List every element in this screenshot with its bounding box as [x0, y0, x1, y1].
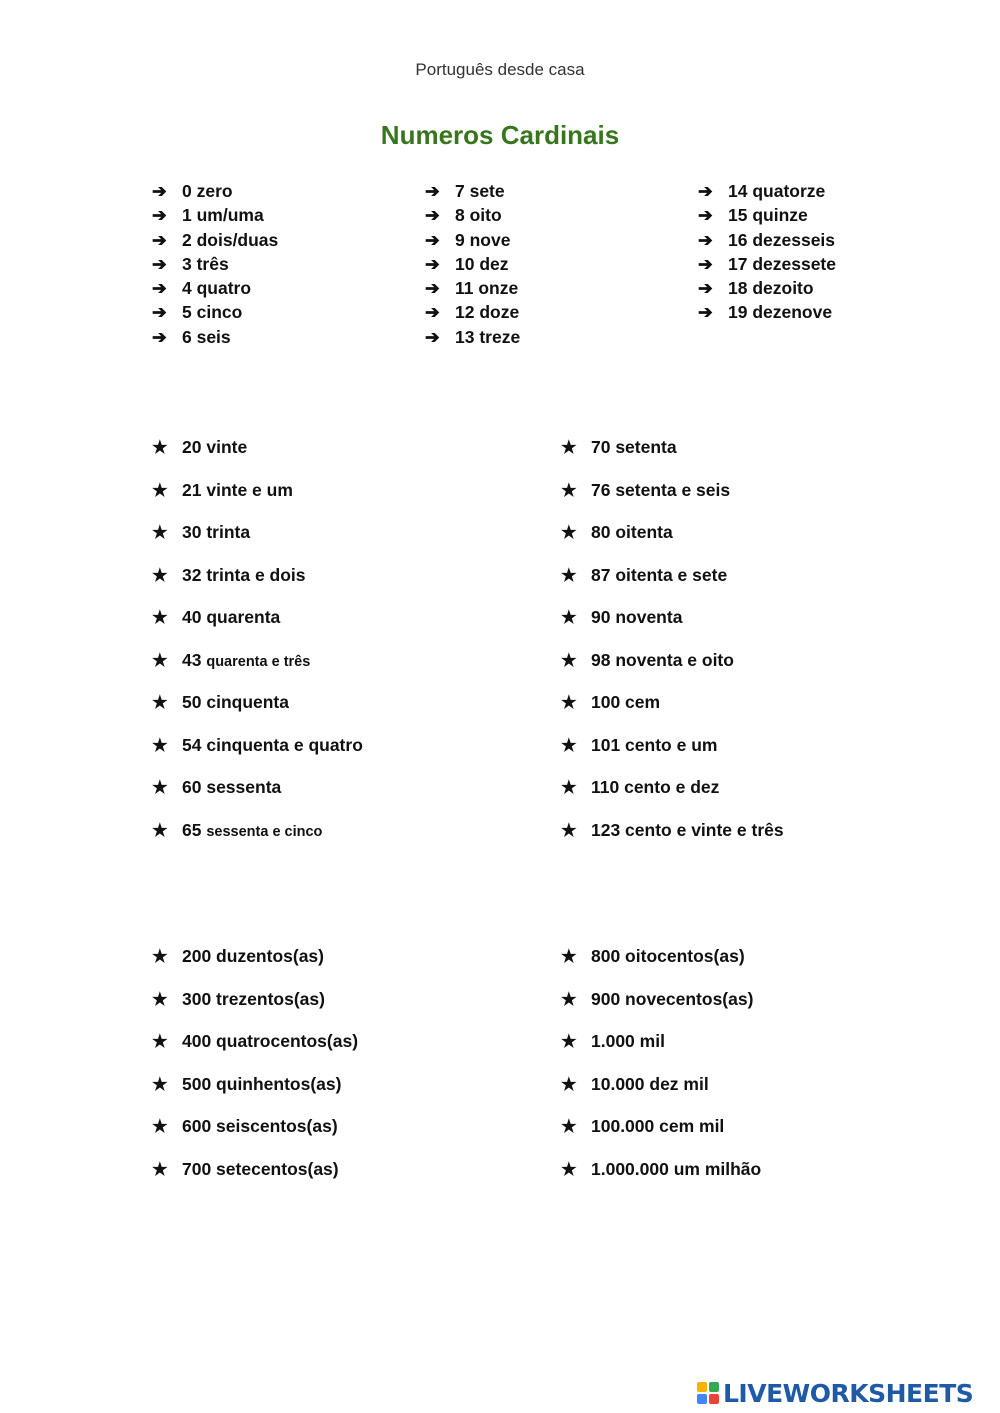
star-icon: ★: [152, 692, 168, 712]
list-item: [152, 1072, 358, 1115]
number-word: 17 dezessete: [728, 253, 836, 274]
list-item: [152, 690, 363, 733]
number-word: 76 setenta e seis: [591, 479, 731, 500]
number-word: 4 quatro: [182, 278, 252, 299]
star-icon: ★: [152, 564, 168, 585]
list-item: [561, 1029, 761, 1072]
number-word: 110 cento e dez: [591, 777, 720, 797]
list-item: [561, 648, 784, 691]
list-item: [152, 435, 363, 478]
star-icon: ★: [152, 479, 168, 500]
number-word: 1.000 mil: [591, 1031, 665, 1051]
arrow-icon: ➔: [152, 181, 167, 201]
number-word: 100.000 cem mil: [591, 1116, 725, 1136]
number-word: 700 setecentos(as): [182, 1158, 339, 1179]
list-item: [561, 605, 784, 648]
number-digits: 21: [182, 479, 202, 500]
liveworksheets-logo: [697, 1378, 973, 1408]
list-item: [561, 733, 784, 776]
arrow-icon: ➔: [425, 205, 440, 226]
number-word: 12 doze: [455, 302, 520, 323]
number-word: 5 cinco: [182, 302, 243, 323]
numbers-70-123-list: [561, 435, 784, 860]
list-item: [152, 179, 278, 203]
number-word: 18 dezoito: [728, 278, 814, 299]
number-word: 200 duzentos(as): [182, 946, 324, 966]
list-item: [698, 300, 836, 324]
list-item: [698, 252, 836, 276]
number-word: sessenta: [206, 777, 282, 797]
list-item: [425, 300, 520, 324]
numbers-20-65-list: [152, 435, 363, 860]
list-item: [152, 944, 358, 987]
arrow-icon: ➔: [698, 278, 713, 299]
list-item: [698, 179, 836, 203]
star-icon: ★: [561, 564, 577, 585]
arrow-icon: ➔: [698, 253, 713, 274]
star-icon: ★: [152, 1116, 168, 1136]
arrow-icon: ➔: [425, 181, 440, 201]
numbers-14-19-list: [698, 179, 836, 325]
list-item: [152, 325, 278, 349]
number-word: cinquenta: [206, 692, 289, 712]
number-digits: 60: [182, 777, 202, 797]
list-item: [561, 1072, 761, 1115]
list-item: [152, 1157, 358, 1200]
brand-name: LIVEWORKSHEETS: [723, 1378, 974, 1408]
number-word: 0 zero: [182, 181, 233, 201]
number-word: 600 seiscentos(as): [182, 1116, 338, 1136]
arrow-icon: ➔: [425, 229, 440, 250]
star-icon: ★: [152, 522, 168, 542]
list-item: [152, 520, 363, 563]
list-item: [152, 1114, 358, 1157]
number-word: 900 novecentos(as): [591, 988, 754, 1009]
star-icon: ★: [561, 734, 577, 755]
number-word: 87 oitenta e sete: [591, 564, 728, 585]
number-word: quarenta: [206, 607, 281, 627]
list-item: [152, 276, 278, 300]
page-title: Numeros Cardinais: [380, 120, 620, 150]
number-word: 15 quinze: [728, 205, 808, 226]
number-word: 2 dois/duas: [182, 229, 279, 250]
number-word: 10 dez: [455, 253, 509, 274]
list-item: [425, 179, 520, 203]
number-word: trinta: [206, 522, 251, 542]
list-item: [425, 203, 520, 227]
star-icon: ★: [561, 1031, 577, 1051]
number-word: 10.000 dez mil: [591, 1073, 709, 1094]
arrow-icon: ➔: [152, 229, 167, 250]
number-word: cinquenta e quatro: [206, 734, 363, 755]
star-icon: ★: [152, 1158, 168, 1179]
arrow-icon: ➔: [152, 302, 167, 323]
number-digits: 32: [182, 564, 202, 585]
number-word: 400 quatrocentos(as): [182, 1031, 359, 1051]
number-word: 6 seis: [182, 326, 231, 347]
star-icon: ★: [561, 649, 577, 670]
star-icon: ★: [152, 946, 168, 966]
list-item: [425, 325, 520, 349]
list-item: [561, 818, 784, 861]
number-word: 7 sete: [455, 181, 505, 201]
list-item: [561, 944, 761, 987]
star-icon: ★: [561, 522, 577, 542]
number-digits: 40: [182, 607, 202, 627]
arrow-icon: ➔: [152, 205, 167, 226]
star-icon: ★: [152, 1073, 168, 1094]
list-item: [152, 605, 363, 648]
arrow-icon: ➔: [698, 205, 713, 226]
number-word: 8 oito: [455, 205, 502, 226]
number-word: 9 nove: [455, 229, 511, 250]
number-word: vinte: [206, 437, 248, 457]
arrow-icon: ➔: [425, 253, 440, 274]
list-item: [698, 228, 836, 252]
number-word: vinte e um: [206, 479, 293, 500]
arrow-icon: ➔: [425, 302, 440, 323]
star-icon: ★: [152, 734, 168, 755]
star-icon: ★: [561, 1073, 577, 1094]
arrow-icon: ➔: [152, 253, 167, 274]
number-word: 90 noventa: [591, 607, 683, 627]
numbers-0-6-list: [152, 179, 278, 349]
star-icon: ★: [561, 1158, 577, 1179]
number-word: 70 setenta: [591, 437, 677, 457]
star-icon: ★: [152, 607, 168, 627]
numbers-7-13-list: [425, 179, 520, 349]
logo-tile: [697, 1382, 707, 1392]
arrow-icon: ➔: [152, 278, 167, 299]
star-icon: ★: [561, 437, 577, 457]
number-word: 300 trezentos(as): [182, 988, 325, 1009]
list-item: [698, 203, 836, 227]
list-item: [425, 276, 520, 300]
number-digits: 54: [182, 734, 202, 755]
list-item: [561, 690, 784, 733]
list-item: [152, 300, 278, 324]
star-icon: ★: [152, 437, 168, 457]
logo-tile: [709, 1394, 719, 1404]
list-item: [152, 478, 363, 521]
number-word: 16 dezesseis: [728, 229, 836, 250]
star-icon: ★: [561, 946, 577, 966]
list-item: [425, 252, 520, 276]
arrow-icon: ➔: [698, 181, 713, 201]
star-icon: ★: [561, 692, 577, 712]
arrow-icon: ➔: [698, 302, 713, 323]
numbers-800-million-list: [561, 944, 761, 1199]
list-item: [561, 1157, 761, 1200]
star-icon: ★: [561, 819, 577, 840]
number-word: 1.000.000 um milhão: [591, 1158, 762, 1179]
number-word: 100 cem: [591, 692, 661, 712]
number-word: 123 cento e vinte e três: [591, 819, 784, 840]
arrow-icon: ➔: [425, 278, 440, 299]
number-word: quarenta e três: [206, 653, 311, 670]
star-icon: ★: [152, 1031, 168, 1051]
number-word: 98 noventa e oito: [591, 649, 734, 670]
list-item: [561, 520, 784, 563]
logo-tile: [697, 1394, 707, 1404]
star-icon: ★: [152, 988, 168, 1009]
list-item: [561, 1114, 761, 1157]
number-word: 3 três: [182, 253, 229, 274]
star-icon: ★: [561, 777, 577, 797]
number-word: trinta e dois: [206, 564, 306, 585]
number-word: sessenta e cinco: [206, 823, 323, 840]
list-item: [425, 228, 520, 252]
list-item: [561, 478, 784, 521]
page-header: Português desde casa: [415, 60, 585, 79]
star-icon: ★: [152, 649, 168, 670]
list-item: [152, 648, 363, 691]
arrow-icon: ➔: [698, 229, 713, 250]
list-item: [698, 276, 836, 300]
number-word: 101 cento e um: [591, 734, 718, 755]
arrow-icon: ➔: [425, 326, 440, 347]
number-word: 80 oitenta: [591, 522, 673, 542]
list-item: [152, 228, 278, 252]
number-digits: 50: [182, 692, 202, 712]
number-word: 1 um/uma: [182, 205, 264, 226]
list-item: [561, 987, 761, 1030]
arrow-icon: ➔: [152, 326, 167, 347]
star-icon: ★: [561, 988, 577, 1009]
list-item: [152, 1029, 358, 1072]
star-icon: ★: [152, 777, 168, 797]
star-icon: ★: [561, 1116, 577, 1136]
numbers-200-700-list: [152, 944, 358, 1199]
list-item: [152, 252, 278, 276]
list-item: [152, 733, 363, 776]
number-digits: 30: [182, 522, 202, 542]
logo-icon: [697, 1382, 719, 1404]
number-word: 800 oitocentos(as): [591, 946, 745, 966]
number-digits: 20: [182, 437, 202, 457]
list-item: [561, 775, 784, 818]
list-item: [561, 435, 784, 478]
number-word: 500 quinhentos(as): [182, 1073, 342, 1094]
logo-tile: [709, 1382, 719, 1392]
number-word: 13 treze: [455, 326, 521, 347]
number-word: 14 quatorze: [728, 181, 826, 201]
number-digits: 43: [182, 649, 202, 670]
list-item: [152, 987, 358, 1030]
star-icon: ★: [561, 479, 577, 500]
list-item: [152, 818, 363, 861]
list-item: [152, 203, 278, 227]
list-item: [152, 563, 363, 606]
number-word: 11 onze: [455, 278, 519, 299]
list-item: [152, 775, 363, 818]
star-icon: ★: [561, 607, 577, 627]
star-icon: ★: [152, 819, 168, 840]
list-item: [561, 563, 784, 606]
number-digits: 65: [182, 819, 202, 840]
number-word: 19 dezenove: [728, 302, 833, 323]
